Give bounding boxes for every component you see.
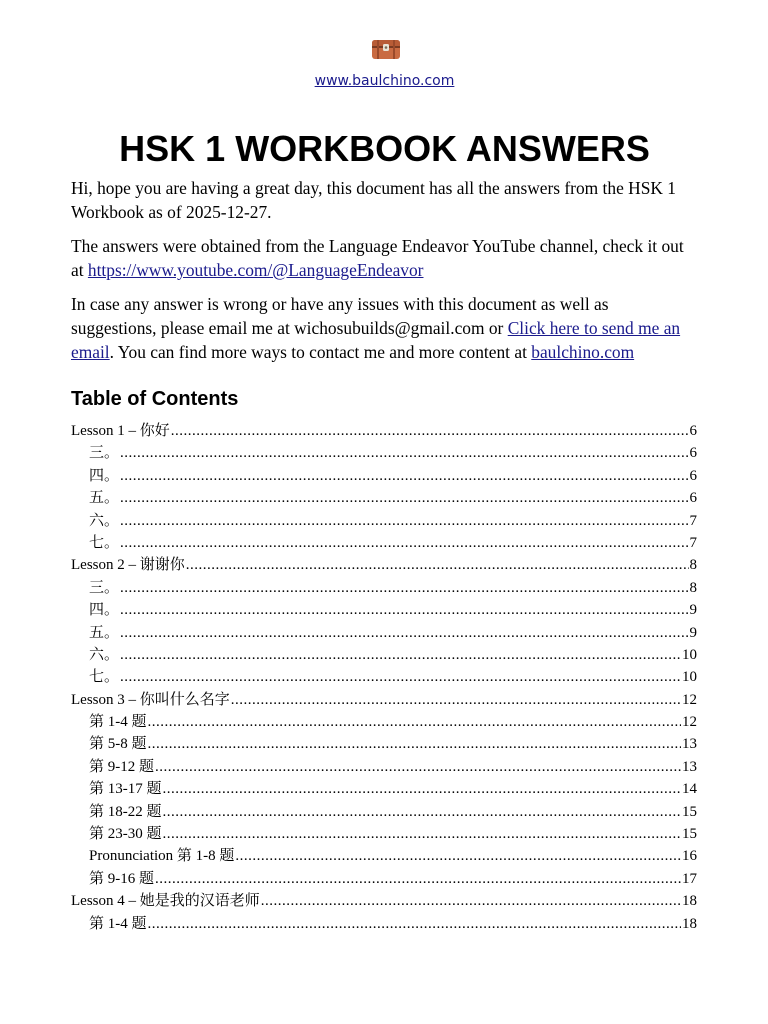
toc-dot-leader (120, 622, 688, 644)
toc-page-number: 13 (682, 758, 697, 775)
toc-dot-leader (155, 756, 681, 778)
send-email-link[interactable]: Click here to send me an email (71, 318, 681, 362)
table-of-contents (71, 420, 697, 935)
toc-entry-label: 五。 (89, 490, 120, 507)
toc-dot-leader (120, 532, 688, 554)
intro-paragraph-3-text-1: In case any answer is wrong or have any issues with this document as well as suggestions, please email me at wichosubuilds@gmail.com or (71, 294, 609, 338)
toc-dot-leader (120, 487, 688, 509)
toc-entry-label: Lesson 3 – 你叫什么名字 (71, 691, 230, 708)
toc-dot-leader (231, 689, 681, 711)
toc-page-number: 9 (689, 624, 697, 641)
toc-entry-label: 第 1-4 题 (89, 915, 147, 932)
toc-lesson-entry[interactable] (71, 689, 697, 711)
toc-dot-leader (148, 733, 682, 755)
toc-entry-label: 第 23-30 题 (89, 826, 162, 843)
toc-section-entry[interactable] (71, 711, 697, 733)
baulchino-link[interactable]: baulchino.com (531, 342, 635, 362)
toc-page-number: 18 (682, 893, 697, 910)
toc-entry-label: 第 9-12 题 (89, 758, 154, 775)
toc-entry-label: 四。 (89, 467, 120, 484)
toc-entry-label: 第 13-17 题 (89, 781, 162, 798)
toc-dot-leader (163, 823, 682, 845)
treasure-chest-icon (371, 37, 401, 61)
toc-page-number: 7 (689, 512, 697, 529)
toc-dot-leader (148, 913, 682, 935)
toc-dot-leader (163, 801, 682, 823)
toc-entry-label: Lesson 4 – 她是我的汉语老师 (71, 893, 260, 910)
toc-dot-leader (120, 442, 688, 464)
toc-dot-leader (120, 577, 688, 599)
toc-page-number: 15 (682, 803, 697, 820)
toc-entry-label: Lesson 2 – 谢谢你 (71, 557, 185, 574)
toc-page-number: 14 (682, 781, 697, 798)
toc-lesson-entry[interactable] (71, 554, 697, 576)
toc-section-entry[interactable] (71, 532, 697, 554)
toc-entry-label: Pronunciation 第 1-8 题 (89, 848, 235, 865)
toc-dot-leader (120, 666, 681, 688)
toc-page-number: 8 (689, 557, 697, 574)
toc-dot-leader (120, 510, 688, 532)
toc-section-entry[interactable] (71, 510, 697, 532)
toc-section-entry[interactable] (71, 465, 697, 487)
toc-page-number: 6 (689, 445, 697, 462)
toc-entry-label: 第 1-4 题 (89, 714, 147, 731)
toc-dot-leader (120, 599, 688, 621)
toc-page-number: 12 (682, 691, 697, 708)
toc-entry-label: 五。 (89, 624, 120, 641)
toc-section-entry[interactable] (71, 644, 697, 666)
toc-section-entry[interactable] (71, 868, 697, 890)
toc-lesson-entry[interactable] (71, 890, 697, 912)
toc-page-number: 6 (689, 490, 697, 507)
intro-paragraph-2 (71, 234, 698, 282)
toc-entry-label: 六。 (89, 512, 120, 529)
intro-paragraph-2-text: The answers were obtained from the Language Endeavor YouTube channel, check it out at (71, 236, 684, 280)
toc-section-entry[interactable] (71, 487, 697, 509)
toc-dot-leader (171, 420, 689, 442)
toc-page-number: 17 (682, 870, 697, 887)
toc-entry-label: 第 5-8 题 (89, 736, 147, 753)
toc-dot-leader (120, 465, 688, 487)
toc-section-entry[interactable] (71, 845, 697, 867)
toc-lesson-entry[interactable] (71, 420, 697, 442)
toc-page-number: 7 (689, 534, 697, 551)
toc-page-number: 6 (689, 467, 697, 484)
toc-dot-leader (148, 711, 682, 733)
toc-page-number: 6 (689, 423, 697, 439)
toc-page-number: 8 (689, 579, 697, 596)
toc-entry-label: 七。 (89, 669, 120, 686)
document-title: HSK 1 WORKBOOK ANSWERS (119, 128, 650, 169)
toc-section-entry[interactable] (71, 622, 697, 644)
toc-page-number: 13 (682, 736, 697, 753)
toc-dot-leader (163, 778, 682, 800)
toc-section-entry[interactable] (71, 778, 697, 800)
intro-paragraph-3 (71, 292, 698, 364)
toc-page-number: 16 (682, 848, 697, 865)
toc-page-number: 10 (682, 669, 697, 686)
toc-section-entry[interactable] (71, 823, 697, 845)
youtube-channel-link[interactable]: https://www.youtube.com/@LanguageEndeavor (87, 260, 424, 280)
toc-entry-label: 六。 (89, 646, 120, 663)
toc-page-number: 15 (682, 826, 697, 843)
intro-section (71, 176, 698, 374)
toc-section-entry[interactable] (71, 733, 697, 755)
toc-entry-label: 四。 (89, 602, 120, 619)
toc-dot-leader (235, 845, 681, 867)
toc-dot-leader (186, 554, 689, 576)
toc-dot-leader (120, 644, 681, 666)
toc-section-entry[interactable] (71, 599, 697, 621)
toc-entry-label: Lesson 1 – 你好 (71, 423, 170, 439)
toc-entry-label: 三。 (89, 445, 120, 462)
toc-entry-label: 第 9-16 题 (89, 870, 154, 887)
toc-entry-label: 七。 (89, 534, 120, 551)
toc-entry-label: 第 18-22 题 (89, 803, 162, 820)
toc-section-entry[interactable] (71, 666, 697, 688)
toc-dot-leader (261, 890, 681, 912)
toc-heading: Table of Contents (71, 388, 239, 410)
toc-page-number: 9 (689, 602, 697, 619)
toc-section-entry[interactable] (71, 913, 697, 935)
intro-paragraph-3-text-2: . You can find more ways to contact me and more content at (109, 342, 532, 362)
intro-paragraph-1: Hi, hope you are having a great day, this document has all the answers from the HSK 1 Workbook as of 2025-12-27. (71, 178, 676, 222)
toc-entry-label: 三。 (89, 579, 120, 596)
site-link[interactable]: www.baulchino.com (314, 73, 455, 89)
toc-section-entry[interactable] (71, 801, 697, 823)
toc-section-entry[interactable] (71, 577, 697, 599)
toc-page-number: 10 (682, 646, 697, 663)
toc-page-number: 12 (682, 714, 697, 731)
toc-dot-leader (155, 868, 681, 890)
toc-section-entry[interactable] (71, 442, 697, 464)
toc-page-number: 18 (682, 915, 697, 932)
toc-section-entry[interactable] (71, 756, 697, 778)
